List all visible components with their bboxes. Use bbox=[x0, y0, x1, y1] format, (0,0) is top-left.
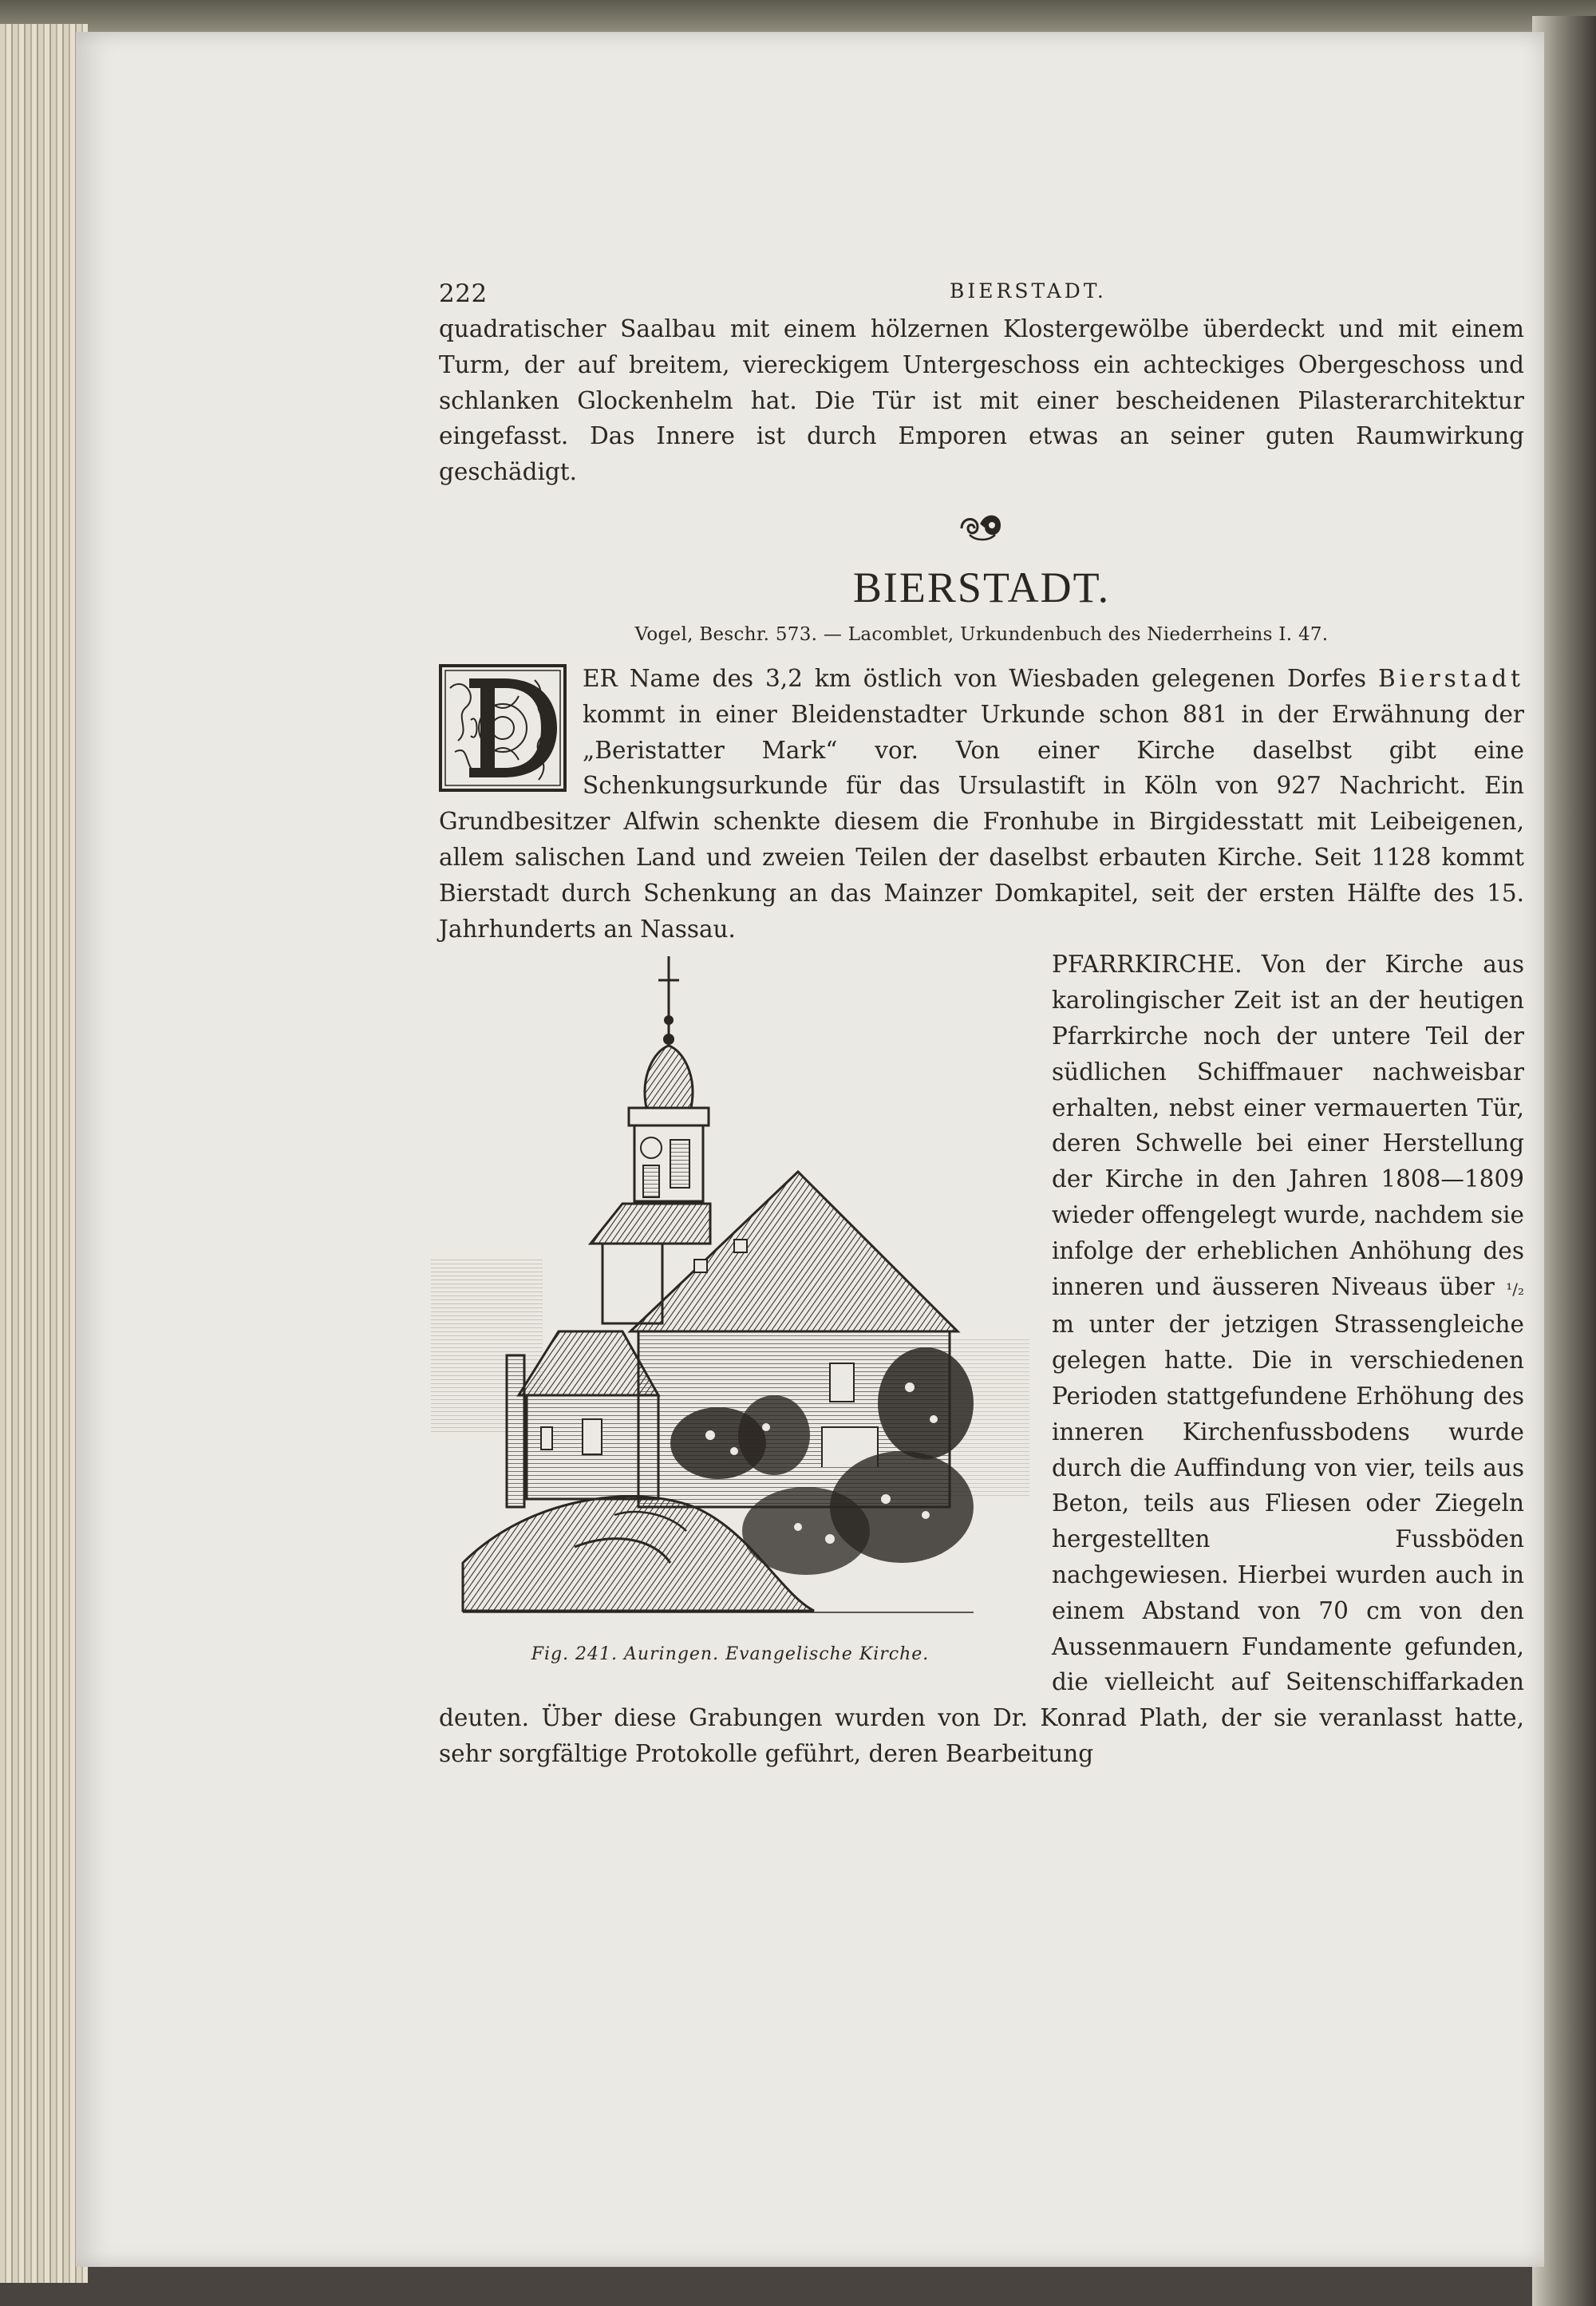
para1-rest: kommt in einer Bleidenstadter Urkunde schon 881 in der Erwähnung der „Beristatter Mark“ vor. Von einer Kirche daselbst gibt eine Schenkungsurkunde für das Ursulastift in Köln von 927 Nachricht. Ein Grundbesitzer Alfwin schenkte diesem die Fronhube in Birgidesstatt mit Leibeigenen, allem salischen Land und zweien Teilen der daselbst erbauten Kirche. Seit 1128 kommt Bierstadt durch Schenkung an das Mainzer Domkapitel, seit der ersten Hälfte des 15. Jahrhunderts an Nassau. bbox=[439, 700, 1524, 943]
para2-part-a: Von der Kirche aus karolingischer Zeit ist an der heutigen Pfarrkirche noch der untere Teil der südlichen Schiffmauer nachweisbar erhalten, nebst einer vermauerten Tür, deren Schwelle bei einer Herstellung der Kirche in den Jahren 1808—1809 wieder offengelegt wurde, nachdem sie infolge der erheblichen Anhöhung des inneren und äusseren Niveaus über bbox=[1052, 951, 1524, 1300]
church-engraving-image bbox=[431, 956, 1029, 1635]
decorative-initial bbox=[439, 664, 567, 792]
section-title: BIERSTADT. bbox=[852, 563, 1111, 611]
para1-start: ER Name des 3,2 km östlich von Wiesbaden gelegenen Dorfes bbox=[583, 664, 1378, 692]
article-body bbox=[439, 661, 1524, 1772]
fleuron-icon bbox=[954, 504, 1009, 544]
intro-paragraph: quadratischer Saalbau mit einem hölzernen Klostergewölbe überdeckt und mit einem Turm, der auf breitem, viereckigem Untergeschoss ein achteckiges Obergeschoss und schlanken Glockenhelm hat. Die Tür ist mit einer bescheidenen Pilasterarchitektur eingefasst. Das Innere ist durch Emporen etwas an seiner guten Raumwirkung geschädigt. bbox=[439, 315, 1524, 486]
fleuron-ornament bbox=[439, 504, 1524, 556]
running-head: BIERSTADT. bbox=[950, 279, 1107, 303]
pfarrkirche-heading: PFARRKIRCHE. bbox=[1052, 951, 1242, 979]
page-content bbox=[439, 247, 1524, 1772]
page-number: 222 bbox=[439, 279, 488, 308]
paragraph-history bbox=[439, 661, 1524, 947]
page-header bbox=[439, 247, 1524, 308]
fraction-half: ¹/₂ bbox=[1506, 1279, 1524, 1299]
place-name-bierstadt: Bierstadt bbox=[1378, 664, 1524, 692]
initial-d-icon bbox=[439, 664, 567, 792]
figure-church-illustration bbox=[431, 956, 1029, 1664]
para2-part-b: m unter der jetzigen Strassengleiche gelegen hatte. Die in verschiedenen Perioden stattgefundene Erhöhung des inneren Kirchenfussbodens wurde durch die Auffindung von vier, teils aus Beton, teils aus Fliesen oder Ziegeln hergestellten Fussböden nachgewiesen. Hierbei wurden auch in einem Abstand von 70 cm von den Aussenmauern Fundamente gefunden, die vielleicht auf Seitenschiffarkaden deuten. Über diese Grabungen wurden von Dr. Konrad Plath, der sie veranlasst hatte, sehr sorgfältige Protokolle geführt, deren Bearbeitung bbox=[439, 1311, 1524, 1767]
book-page bbox=[76, 32, 1544, 2267]
figure-caption: Fig. 241. Auringen. Evangelische Kirche. bbox=[531, 1644, 930, 1665]
page-stack-edge bbox=[0, 24, 88, 2283]
source-references: Vogel, Beschr. 573. — Lacomblet, Urkundenbuch des Niederrheins I. 47. bbox=[634, 623, 1329, 645]
